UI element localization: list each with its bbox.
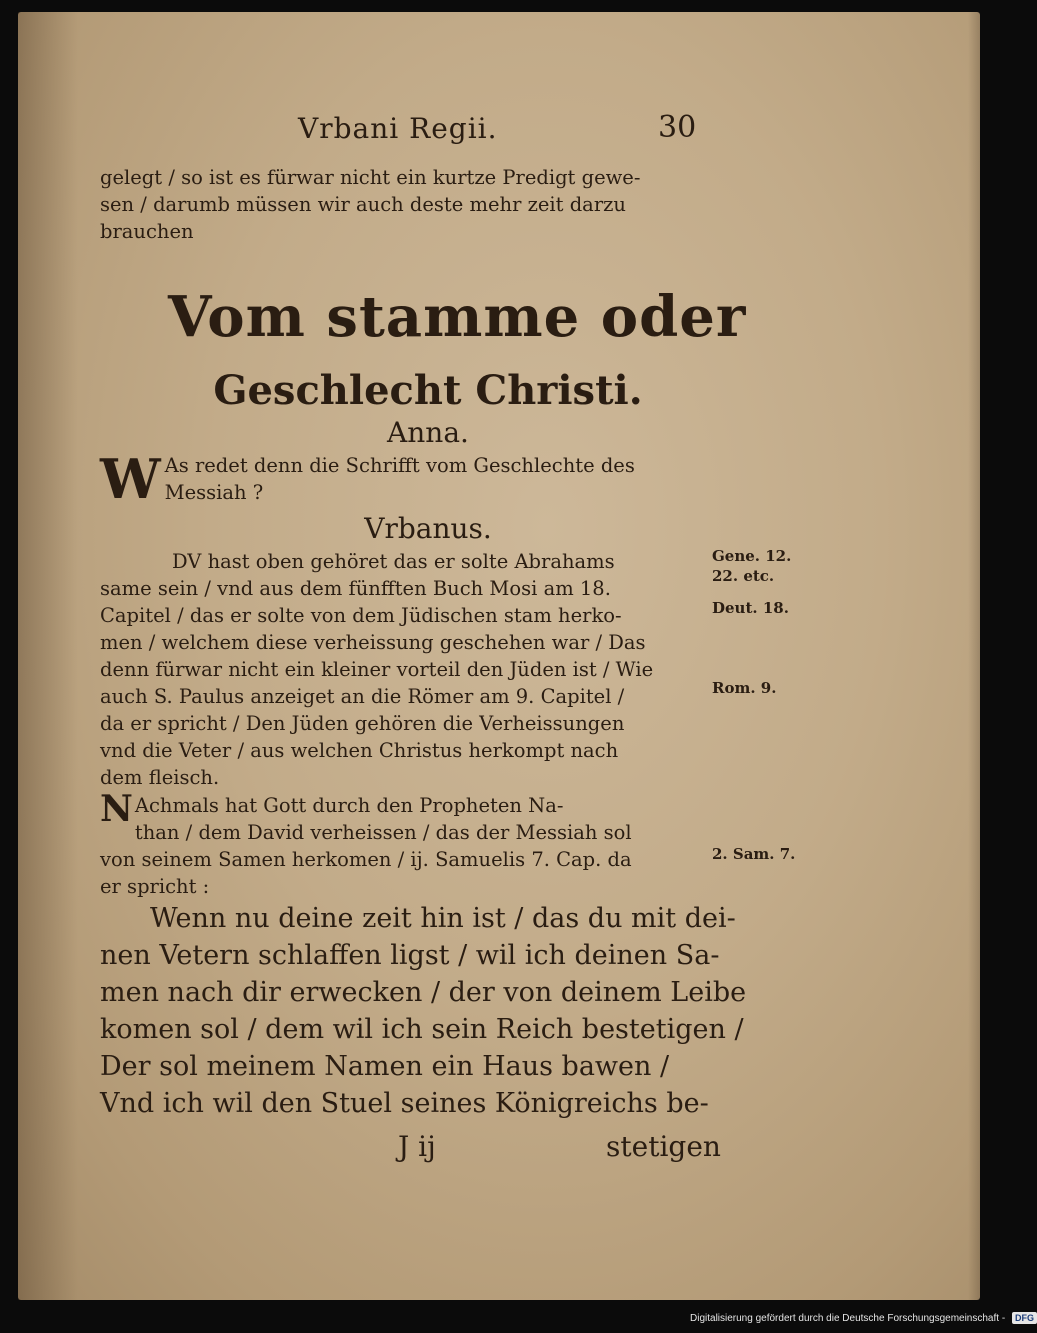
drop-initial: W — [100, 447, 161, 511]
text-line: vnd die Veter / aus welchen Christus herkompt nach — [100, 739, 619, 762]
margin-note-romans: Rom. 9. — [712, 679, 777, 697]
text-line: As redet denn die Schrifft vom Geschlechte des — [164, 454, 635, 477]
text-line: Wenn nu deine zeit hin ist / das du mit dei- — [150, 903, 736, 934]
urbanus-answer — [100, 548, 722, 791]
text-line: Capitel / das er solte von dem Jüdischen stam herko- — [100, 604, 622, 627]
text-line: von seinem Samen herkomen / ij. Samuelis 7. Cap. da — [100, 848, 632, 871]
text-line: auch S. Paulus anzeiget an die Römer am 9. Capitel / — [100, 685, 625, 708]
page-edge — [968, 12, 980, 1300]
margin-note-genesis — [712, 546, 791, 586]
anna-question — [100, 447, 722, 511]
text-line: than / dem David verheissen / das der Messiah sol — [134, 821, 632, 844]
drop-initial: N — [100, 788, 133, 830]
speaker-anna: Anna. — [387, 416, 469, 449]
text-line: denn fürwar nicht ein kleiner vorteil den Jüden ist / Wie — [100, 658, 654, 681]
nachmals-paragraph — [100, 788, 722, 900]
margin-note-samuel: 2. Sam. 7. — [712, 845, 796, 863]
book-page — [18, 12, 980, 1300]
text-line: brauchen — [100, 220, 194, 243]
margin-note-line: Gene. 12. — [712, 547, 792, 565]
text-line: men / welchem diese verheissung geschehen war / Das — [100, 631, 646, 654]
speaker-urbanus: Vrbanus. — [364, 512, 492, 545]
text-line: Vnd ich wil den Stuel seines Königreichs be- — [100, 1088, 709, 1119]
text-line: same sein / vnd aus dem fünfften Buch Mosi am 18. — [100, 577, 611, 600]
signature-mark: J ij — [398, 1130, 436, 1163]
text-line: Der sol meinem Namen ein Haus bawen / — [100, 1051, 670, 1082]
running-head: Vrbani Regii. — [298, 112, 498, 145]
text-line: DV hast oben gehöret das er solte Abrahams — [172, 550, 615, 573]
dfg-logo-icon: DFG — [1012, 1312, 1037, 1324]
text-line: men nach dir erwecken / der von deinem Leibe — [100, 977, 747, 1008]
spine-shadow — [18, 12, 78, 1300]
text-line: gelegt / so ist es fürwar nicht ein kurtze Predigt gewe- — [100, 166, 641, 189]
text-line: Achmals hat Gott durch den Propheten Na- — [134, 794, 564, 817]
intro-paragraph — [100, 164, 722, 245]
text-line: Messiah ? — [164, 481, 264, 504]
margin-note-deuteronomy: Deut. 18. — [712, 599, 789, 617]
catchword: stetigen — [606, 1130, 721, 1163]
text-line: komen sol / dem wil ich sein Reich bestetigen / — [100, 1014, 744, 1045]
digitization-credit — [690, 1312, 1037, 1324]
credit-text: Digitalisierung gefördert durch die Deutsche Forschungsgemeinschaft - — [690, 1313, 1006, 1324]
page-number: 30 — [658, 110, 697, 145]
section-title-line-1: Vom stamme oder — [168, 284, 747, 350]
margin-note-line: 22. etc. — [712, 567, 775, 585]
text-line: er spricht : — [100, 875, 210, 898]
text-line: dem fleisch. — [100, 766, 220, 789]
text-line: nen Vetern schlaffen ligst / wil ich deinen Sa- — [100, 940, 720, 971]
text-line: sen / darumb müssen wir auch deste mehr zeit darzu — [100, 193, 626, 216]
text-line: da er spricht / Den Jüden gehören die Verheissungen — [100, 712, 625, 735]
bible-quote — [100, 900, 747, 1122]
section-title-line-2: Geschlecht Christi. — [213, 367, 643, 414]
